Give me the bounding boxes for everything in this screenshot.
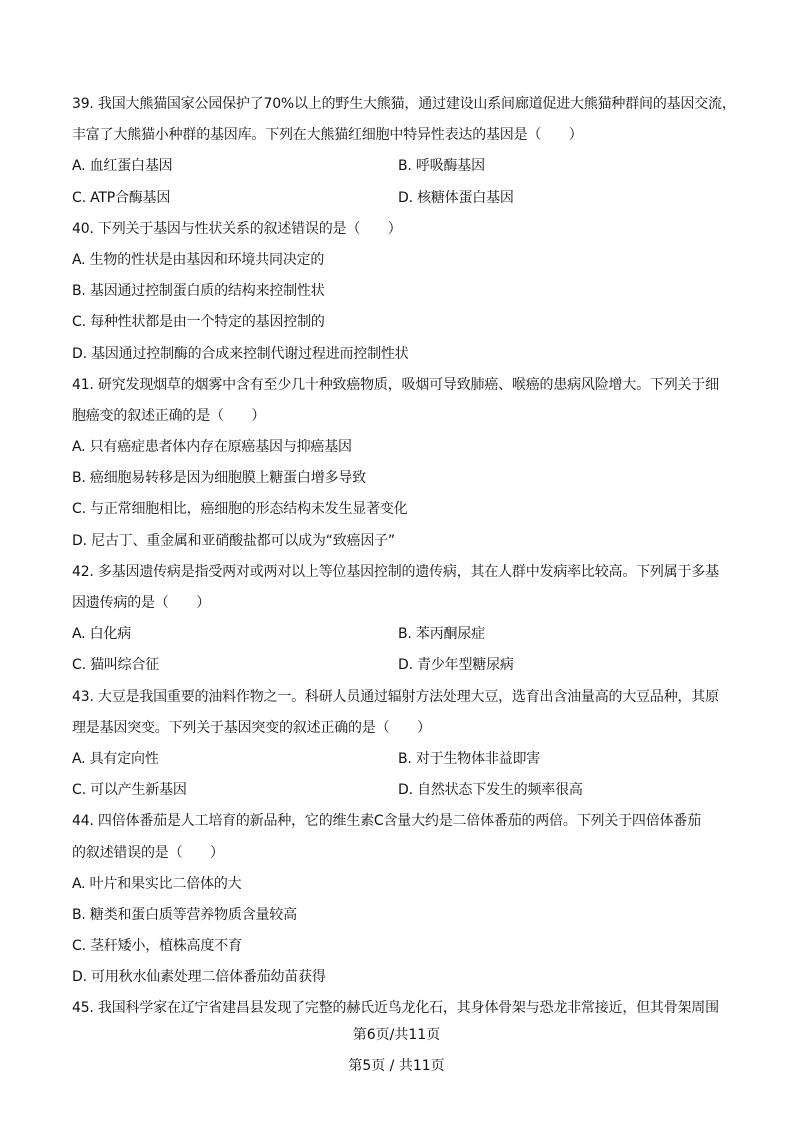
document-body — [72, 89, 736, 1025]
option: D. 尼古丁、重金属和亚硝酸盐都可以成为“致癌因子” — [72, 532, 395, 549]
option: B. 对于生物体非益即害 — [398, 750, 541, 767]
question-stem-line: 44. 四倍体番茄是人工培育的新品种，它的维生素C含量大约是二倍体番茄的两倍。下列关于四倍体番茄 — [72, 813, 701, 830]
question-stem-line: 39. 我国大熊猫国家公园保护了70%以上的野生大熊猫，通过建设山系间廊道促进大熊猫种群间的基因交流， — [72, 96, 736, 112]
option: B. 基因通过控制蛋白质的结构来控制性状 — [72, 283, 325, 300]
option: B. 呼吸酶基因 — [398, 158, 485, 175]
option: A. 只有癌症患者体内存在原癌基因与抑癌基因 — [72, 439, 352, 456]
option: B. 癌细胞易转移是因为细胞膜上糖蛋白增多导致 — [72, 470, 366, 487]
option: A. 具有定向性 — [72, 750, 159, 767]
option-row — [72, 650, 732, 681]
option-row — [72, 619, 732, 650]
option: A. 叶片和果实比二倍体的大 — [72, 875, 242, 892]
option: D. 自然状态下发生的频率很高 — [398, 782, 583, 799]
option: D. 可用秋水仙素处理二倍体番茄幼苗获得 — [72, 969, 326, 986]
question-stem-line: 丰富了大熊猫小种群的基因库。下列在大熊猫红细胞中特异性表达的基因是（ ） — [72, 127, 583, 144]
question-stem-line: 40. 下列关于基因与性状关系的叙述错误的是（ ） — [72, 220, 402, 237]
option-row — [72, 151, 732, 182]
question-stem-line: 理是基因突变。下列关于基因突变的叙述正确的是（ ） — [72, 719, 431, 736]
option: A. 白化病 — [72, 626, 132, 643]
option: C. 与正常细胞相比，癌细胞的形态结构未发生显著变化 — [72, 501, 408, 518]
option-row — [72, 744, 732, 775]
question-stem-line: 41. 研究发现烟草的烟雾中含有至少几十种致癌物质，吸烟可导致肺癌、喉癌的患病风险增大。下列关于细 — [72, 376, 719, 393]
option: A. 生物的性状是由基因和环境共同决定的 — [72, 251, 325, 268]
option: A. 血红蛋白基因 — [72, 158, 173, 175]
option-row — [72, 775, 732, 806]
option: B. 糖类和蛋白质等营养物质含量较高 — [72, 906, 297, 923]
question-stem-line: 45. 我国科学家在辽宁省建昌县发现了完整的赫氏近鸟龙化石，其身体骨架与恐龙非常接近，但其骨架周围 — [72, 1000, 719, 1017]
question-stem-line: 因遗传病的是（ ） — [72, 595, 210, 611]
question-stem-line: 43. 大豆是我国重要的油料作物之一。科研人员通过辐射方法处理大豆，选育出含油量高的大豆品种，其原 — [72, 688, 719, 705]
outer-page-number: 第5页 / 共11页 — [348, 1058, 445, 1074]
option: C. 每种性状都是由一个特定的基因控制的 — [72, 314, 325, 331]
question-stem-line: 胞癌变的叙述正确的是（ ） — [72, 407, 266, 424]
question-stem-line: 的叙述错误的是（ ） — [72, 844, 224, 861]
option-row — [72, 183, 732, 214]
inner-page-number: 第6页/共11页 — [352, 1027, 441, 1043]
option: C. ATP合酶基因 — [72, 189, 171, 206]
option: D. 基因通过控制酶的合成来控制代谢过程进而控制性状 — [72, 345, 409, 362]
option: D. 青少年型糖尿病 — [398, 657, 514, 674]
option: B. 苯丙酮尿症 — [398, 626, 485, 643]
option: C. 猫叫综合征 — [72, 657, 160, 674]
option: C. 茎秆矮小，植株高度不育 — [72, 938, 242, 955]
option: C. 可以产生新基因 — [72, 782, 187, 799]
option: D. 核糖体蛋白基因 — [398, 189, 514, 206]
question-stem-line: 42. 多基因遗传病是指受两对或两对以上等位基因控制的遗传病，其在人群中发病率比较高。下列属于多基 — [72, 563, 719, 580]
